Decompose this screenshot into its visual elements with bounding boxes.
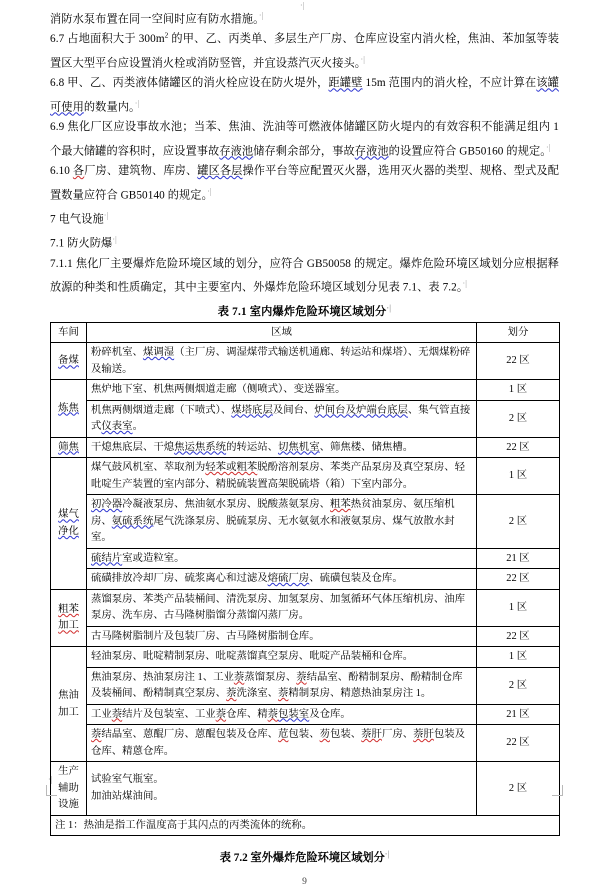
cell-zone: 22 区 (477, 343, 560, 380)
cell-area: 硫结片室或造粒室。 (87, 548, 477, 569)
spellcheck-span: 萘 (267, 708, 279, 720)
cell-zone: 22 区 (477, 569, 560, 590)
spellcheck-span: 轻苯或粗苯 (205, 462, 258, 474)
table-row (51, 458, 560, 495)
cell-zone: 1 区 (477, 589, 560, 626)
table-row (51, 548, 560, 569)
cell-zone: 22 区 (477, 725, 560, 762)
pilcrow-mark: ·| (384, 849, 390, 859)
spellcheck-span: 煤调湿 (142, 347, 175, 359)
crop-mark-bottom-right (552, 785, 563, 796)
cell-shop (51, 458, 87, 590)
cell-shop-text: 筛焦 (58, 441, 79, 453)
cell-area: 初冷器冷凝液泵房、焦油氨水泵房、脱酸蒸氨泵房、粗苯热贫油泵房、氨压缩机房、氨硫系统尾气洗涤泵房、脱硫泵房、无水氨氨水和液氨泵房、煤气放散水封室。 (87, 495, 477, 549)
spellcheck-span: 焦运焦系统 (174, 441, 227, 453)
paragraph-7-text: 7 电气设施 (50, 213, 104, 226)
paragraph-6-7: 6.7 占地面积大于 $300m^2$ 的甲、乙、丙类单、多层生产厂房、仓库应设室内消火栓，焦油、苯加氢等装置区大型平台应设置消火栓或消防竖管，并宜设蒸汽灭火接头。·| (50, 31, 559, 70)
cell-area: 焦炉地下室、机焦两侧烟道走廊（侧喷式）、变送器室。 (87, 380, 477, 401)
table-72-caption (50, 849, 559, 865)
cell-area: 萘结晶室、蒽醌厂房、蒽醌包装及仓库、苊包装、芴包装、萘肝厂房、萘肝包装及仓库、精蒽仓库。 (87, 725, 477, 762)
superscript-two: 2 (164, 31, 169, 40)
cell-zone: 22 区 (477, 437, 560, 458)
spellcheck-span: 切焦机室 (278, 441, 320, 453)
pilcrow-mark: ·| (258, 11, 264, 20)
spellcheck-span: 萘 (215, 708, 227, 720)
pilcrow-mark: ·| (462, 279, 468, 289)
spellcheck-span: 萘肝 (361, 729, 382, 741)
paragraph-6-8: 6.8 甲、乙、丙类液体储罐区的消火栓应设在防火堤外，距罐壁 15m 范围内的消火栓，不应计算在该罐可使用的数量内。·| (50, 77, 559, 114)
table-row (51, 569, 560, 590)
cell-shop (51, 589, 87, 647)
pilcrow-mark: ·| (207, 186, 212, 196)
cell-shop-text: 煤气净化 (58, 509, 79, 537)
table-row (51, 725, 560, 762)
table-indoor-explosion-zones (50, 322, 560, 837)
table-row (51, 626, 560, 647)
spellcheck-span: 萘肝 (413, 729, 434, 741)
spellcheck-span: 各 (72, 165, 85, 178)
page-number: 9 (302, 877, 307, 887)
spellcheck-span: 存液池 (219, 145, 254, 158)
cell-shop (51, 380, 87, 438)
cell-shop (51, 647, 87, 762)
pilcrow-mark: ·| (134, 98, 140, 108)
table-row (51, 495, 560, 549)
spellcheck-span: 萘 (296, 671, 307, 683)
cell-zone: 2 区 (477, 495, 560, 549)
table-71-caption-text: 表 7.1 室内爆炸危险环境区域划分 (217, 305, 387, 318)
spellcheck-span: 煤塔底层 (231, 404, 273, 416)
paragraph-7 (50, 206, 559, 230)
spellcheck-span: 苊 (278, 729, 289, 741)
cell-shop-text: 粗苯加工 (58, 603, 79, 632)
spellcheck-span: 包装室 (278, 708, 310, 720)
cell-area: 试验室气瓶室。 加油站煤油间。 (87, 762, 477, 816)
cell-shop-text: 生产辅助设施 (58, 766, 79, 811)
paragraph-7-1-1 (50, 255, 559, 299)
cell-shop (51, 343, 87, 380)
page-bottom-tick-mark: ·| (48, 775, 53, 784)
cell-area: 工业萘结片及包装室、工业萘仓库、精萘包装室及仓库。 (87, 704, 477, 725)
cell-zone: 2 区 (477, 762, 560, 816)
cell-area: 硫磺排放冷却厂房、硫浆离心和过滤及熔硫厂房、硫磺包装及仓库。 (87, 569, 477, 590)
cell-area: 粉碎机室、煤调湿（主厂房、调湿煤带式输送机通廊、转运站和煤塔）、无烟煤粉碎及输送。 (87, 343, 477, 380)
cell-zone: 2 区 (477, 667, 560, 704)
table-row (51, 667, 560, 704)
pilcrow-mark: ·| (545, 142, 551, 152)
pilcrow-mark: ·| (112, 235, 117, 245)
cell-shop-text: 备煤 (58, 355, 79, 367)
spellcheck-span: 炉间台及炉端台底层 (314, 404, 408, 416)
cell-area: 焦油泵房、热油泵房注 1、工业萘蒸馏泵房、萘结晶室、酚精制泵房、酚精制仓库及装桶间、酚精制真空泵房、萘洗涤室、萘精制泵房、精蒽热油泵房注 1。 (87, 667, 477, 704)
cell-zone: 1 区 (477, 647, 560, 668)
table-row (51, 704, 560, 725)
cell-shop-text: 焦油加工 (58, 690, 79, 718)
cell-area: 古马隆树脂制片及包装厂房、古马隆树脂制仓库。 (87, 626, 477, 647)
pilcrow-mark: ·| (103, 211, 109, 221)
cell-area: 轻油泵房、吡啶精制泵房、吡啶蒸馏真空泵房、吡啶产品装桶和仓库。 (87, 647, 477, 668)
paragraph-intro (50, 6, 559, 30)
spellcheck-span: 氨硫系统 (111, 515, 154, 527)
spellcheck-span: 熔硫厂房 (267, 573, 310, 585)
spellcheck-span: 萘 (111, 708, 123, 720)
table-note: 注 1：热油是指工作温度高于其闪点的丙类流体的统称。 (51, 815, 560, 836)
paragraph-7-1-1-text: 7.1.1 焦化厂主要爆炸危险环境区域的划分，应符合 GB50058 的规定。爆炸危险环境区域划分应根据释放源的种类和性质确定，其中主要室内、外爆炸危险环境区域划分见表 7.1、表 7.2。 (50, 257, 559, 294)
cell-zone: 2 区 (477, 400, 560, 437)
spellcheck-span: 罐区各层 (197, 165, 243, 178)
table-row (51, 437, 560, 458)
spellcheck-span: 该罐可使用 (50, 77, 559, 114)
spellcheck-span: 芴 (319, 729, 330, 741)
cell-shop-text: 炼焦 (58, 402, 79, 414)
table-72-caption-text: 表 7.2 室外爆炸危险环境区域划分 (219, 852, 385, 865)
spellcheck-span: 初冷器 (91, 499, 123, 511)
table-note-row (51, 815, 560, 836)
document-body (50, 6, 559, 887)
spellcheck-span: 萘 (91, 729, 102, 741)
cell-area: 干熄焦底层、干熄焦运焦系统的转运站、切焦机室、筛焦楼、储焦槽。 (87, 437, 477, 458)
spellcheck-span: 距罐壁 (328, 77, 363, 90)
spellcheck-span: 存液池 (354, 145, 389, 158)
spellcheck-span: 硫结片 (91, 552, 123, 564)
cell-area: 煤气鼓风机室、萃取剂为轻苯或粗苯脱酚溶剂泵房、苯类产品泵房及真空泵房、轻吡啶生产装置的室内部分、精脱硫装置高架脱硫塔（箱）下室内部分。 (87, 458, 477, 495)
table-row (51, 647, 560, 668)
cell-zone: 1 区 (477, 380, 560, 401)
table-row (51, 589, 560, 626)
paragraph-intro-text: 消防水泵布置在同一空间时应有防水措施。 (50, 13, 259, 26)
table-row (51, 380, 560, 401)
paragraph-7-1-text: 7.1 防火防爆 (50, 238, 113, 251)
spellcheck-span: 仪表室 (101, 421, 133, 433)
table-row (51, 400, 560, 437)
table-row (51, 762, 560, 816)
cell-area: 蒸馏泵房、苯类产品装桶间、清洗泵房、加氢泵房、加氢循环气体压缩机房、油库泵房、洗车房、古马隆树脂馏分蒸馏闪蒸厂房。 (87, 589, 477, 626)
spellcheck-span: 萘 (226, 688, 237, 700)
cell-zone: 22 区 (477, 626, 560, 647)
page-top-tick-mark: ·| (300, 1, 305, 10)
cell-zone: 1 区 (477, 458, 560, 495)
pilcrow-mark: ·| (360, 54, 365, 64)
paragraph-6-9: 6.9 焦化厂区应设事故水池；当苯、焦油、洗油等可燃液体储罐区防火堤内的有效容积不能满足组内 1 个最大储罐的容积时，应设置事故存液池储存剩余部分，事故存液池的设置应符合 GB50160 的规定。·| (50, 121, 559, 158)
table-row (51, 343, 560, 380)
table-71-caption (50, 303, 559, 319)
spellcheck-span: 萘 (278, 688, 289, 700)
cell-zone: 21 区 (477, 704, 560, 725)
paragraph-7-1 (50, 230, 559, 254)
cell-shop (51, 437, 87, 458)
crop-mark-bottom-left (46, 785, 57, 796)
paragraph-6-10: 6.10 各厂房、建筑物、库房、罐区各层操作平台等应配置灭火器，选用灭火器的类型、规格、型式及配置数量应符合 GB50140 的规定。·| (50, 165, 559, 202)
spellcheck-span: 萘 (233, 671, 245, 683)
table-header-row (51, 322, 560, 343)
spellcheck-span: 粗苯 (329, 499, 351, 511)
header-area: 区域 (87, 322, 477, 343)
header-zone: 划分 (477, 322, 560, 343)
cell-zone: 21 区 (477, 548, 560, 569)
cell-area: 机焦两侧烟道走廊（下喷式）、煤塔底层及间台、炉间台及炉端台底层、集气管直接式仪表室。 (87, 400, 477, 437)
pilcrow-mark: ·| (386, 302, 392, 312)
header-shop: 车间 (51, 322, 87, 343)
